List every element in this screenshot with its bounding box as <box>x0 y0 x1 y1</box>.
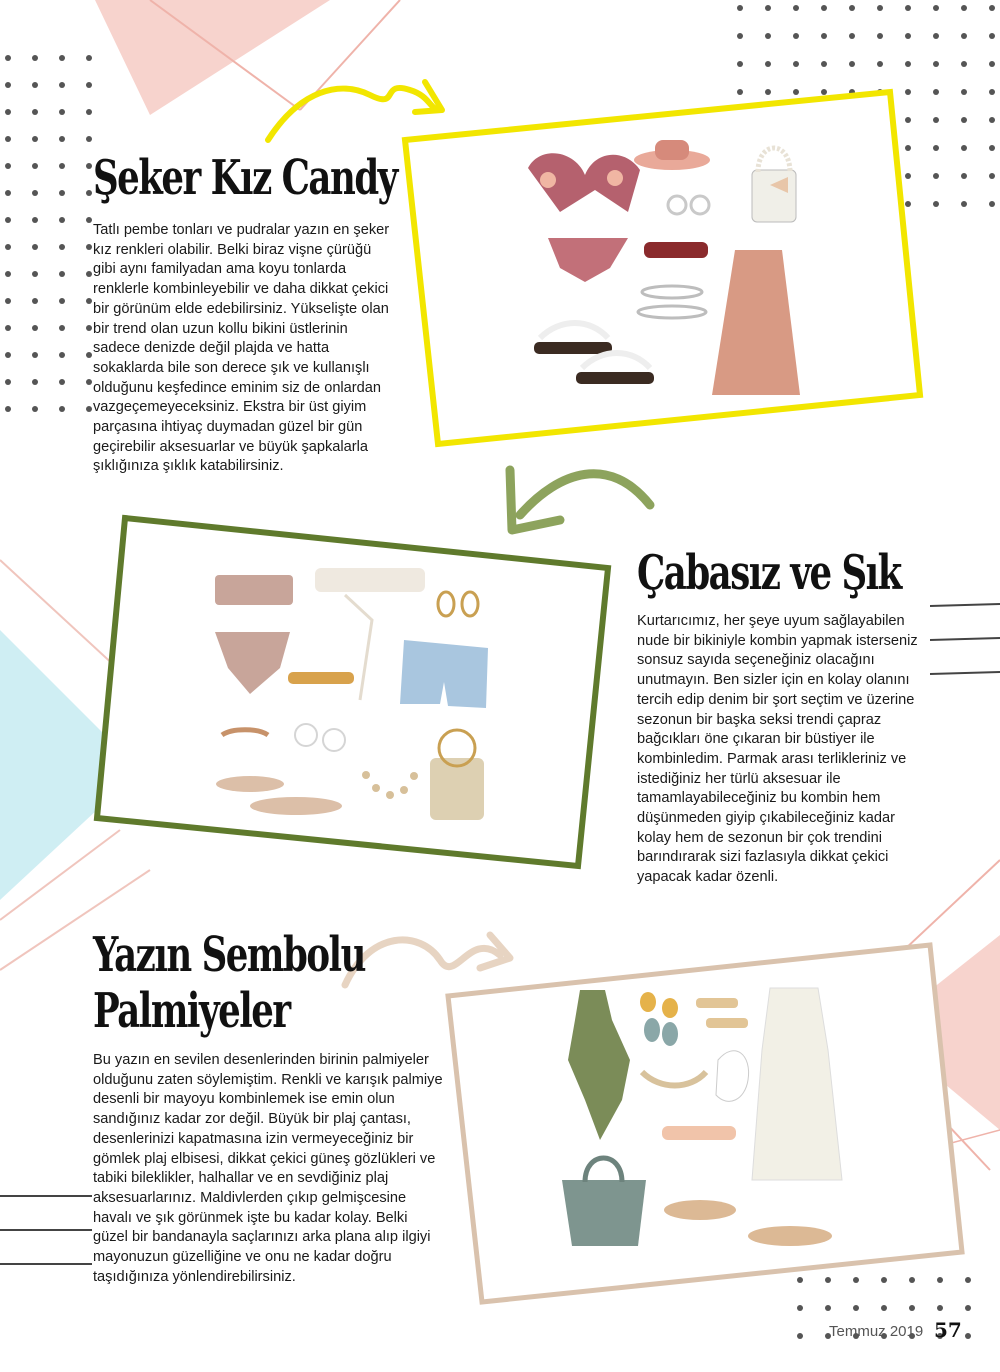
outfit-collage-palm <box>448 945 962 1302</box>
outfit-collage-nude <box>97 518 608 866</box>
section-body-seker-kiz: Tatlı pembe tonları ve pudralar yazın en şeker kız renkleri olabilir. Belki biraz vişne çürüğü gibi aynı familyadan ama koyu tonlarda renklerle kombinleyebilir ve daha dikkat çekici bir görünüm elde edebilirsiniz. Yükselişte olan bir trend olan uzun kollu bikini üstlerinin sadece denizde değil plajda ve hatta sokaklarda bile son derece şık ve kullanışlı olduğunu keşfedince eminim siz de onlardan vazgeçemeyeceksiniz. Ekstra bir üst giyim parçasına ihtiyaç duymadan güzel bir gün geçirebilir aksesuarlar ve büyük şapkalarla şıklığınıza şıklık katabilirsiniz. <box>93 222 390 475</box>
section-title-palmiyeler-line2: Palmiyeler <box>93 983 290 1039</box>
section-title-seker-kiz: Şeker Kız Candy <box>93 150 397 206</box>
section-title-palmiyeler-line1: Yazın Sembolu <box>93 927 365 983</box>
yellow-sunglasses <box>288 672 354 684</box>
issue-date: Temmuz 2019 <box>829 1323 924 1340</box>
section-body-palmiyeler: Bu yazın en sevilen desenlerinden birinin palmiyeler olduğunu zaten söylemiştim. Renkli ve karışık palmiye desenli bir mayoyu kombinlemek ise emin olun sandığınız kadar zor değil. Büyük bir plaj çantası, desenlerinizi kapatmasına izin vermeyeceğiniz bir gömlek plaj elbisesi, dikkat çekici güneş gözlükleri ve tabiki bileklikler, halhallar ve en sevdiğiniz plaj aksesuarlarınız. Maldivlerden çıkıp gelmişcesine havalı ve şık görünmek işte bu kadar kolay. Belki güzel bir bandanayla saçlarınızı arka plana alıp ilgiyi mayonuzun güzelliğine ve onu ne kadar doğru taşıdığınıza yönlendirebilirsiniz. <box>93 1052 443 1285</box>
section-title-cabasiz: Çabasız ve Şık <box>637 545 901 601</box>
section-body-cabasiz: Kurtarıcımız, her şeye uyum sağlayabilen nude bir bikiniyle kombin yapmak isterseniz sonsuz sayıda seçeneğiniz olacağını unutmayın. Ben sizler için en kolay olanını tercih edip denim bir şort seçtim ve üzerine sezonun bir başka seksi trendi çapraz bağcıkları öne çıkaran bir büstiyer ile kombinledim. Parmak arası terlikleriniz ve istediğiniz her türlü aksesuar ile tamamlayabileceğiniz bu kombin hem düşünmeden giyip çıkabileceğiniz kadar kolay hem de sezonun bir çok trendini barındırarak sizi fazlasıyla dikkat çekici yapacak kadar özenli. <box>637 613 918 886</box>
peach-sunglasses <box>662 1126 736 1140</box>
outfit-collage-pink <box>405 92 920 444</box>
bandeau-top <box>215 575 293 605</box>
red-sunglasses <box>644 242 708 258</box>
page-number: 57 <box>934 1318 962 1342</box>
